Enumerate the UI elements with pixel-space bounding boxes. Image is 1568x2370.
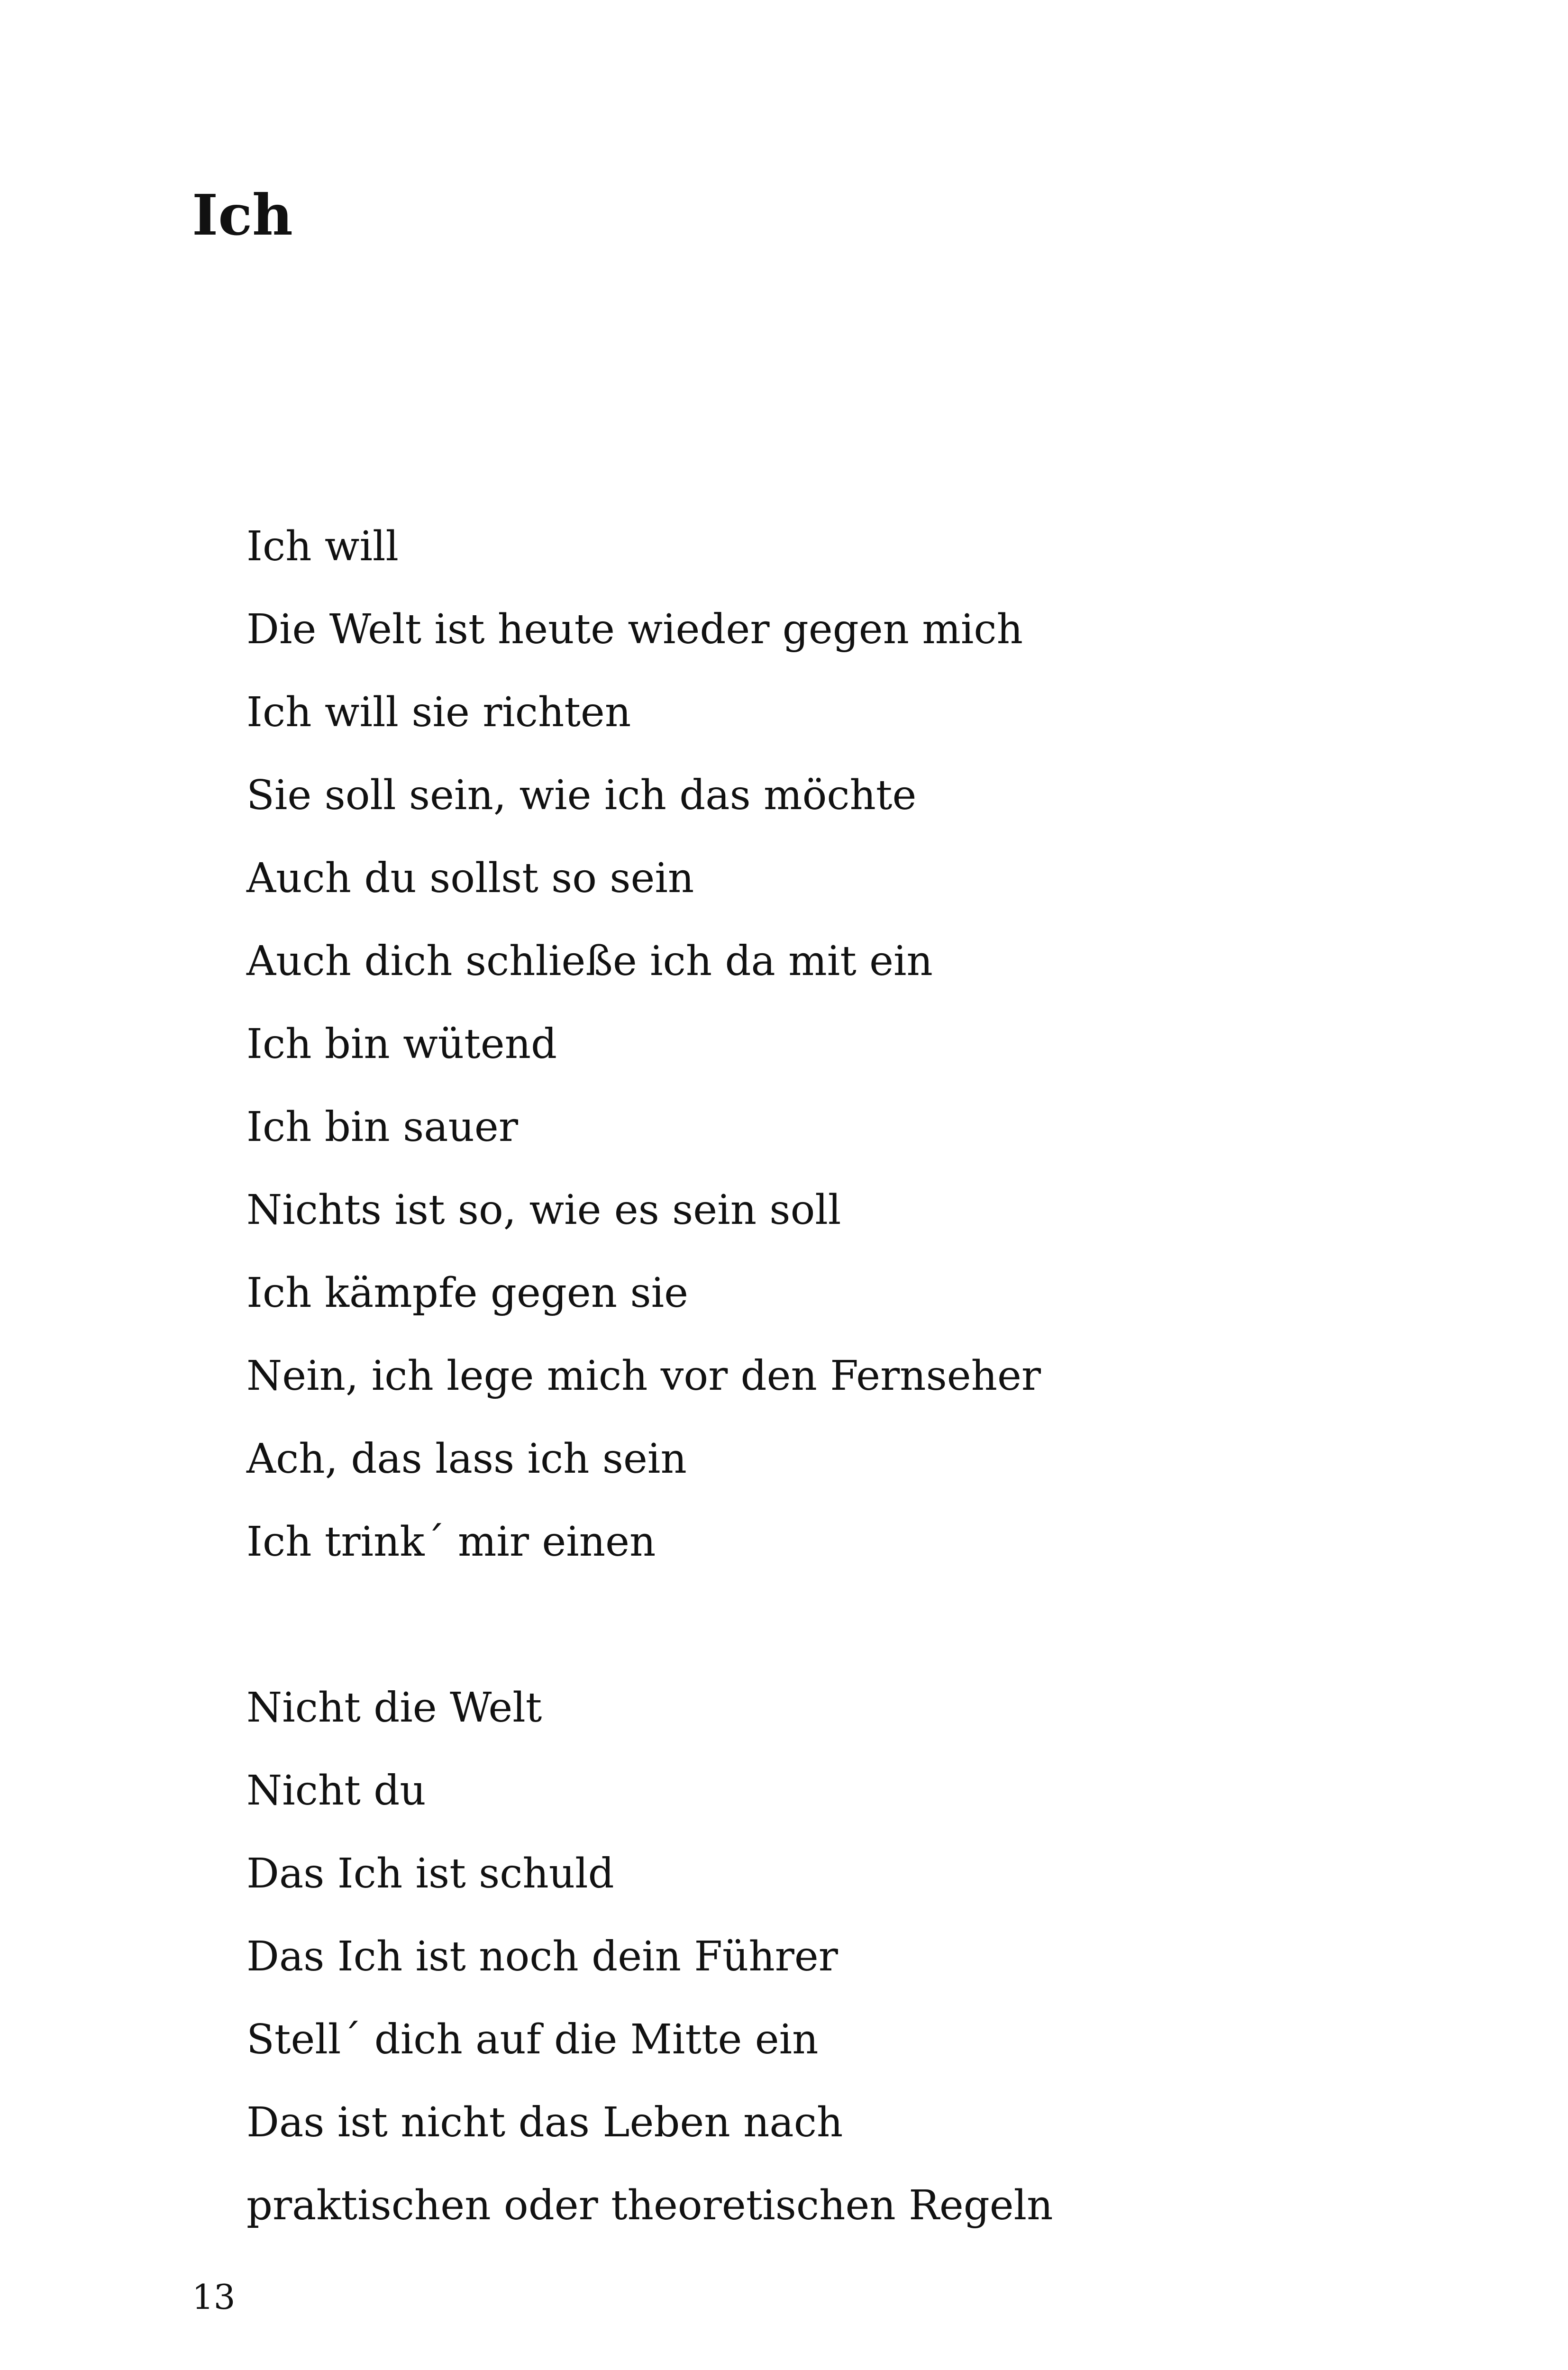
verse-line: Ich bin wütend xyxy=(246,1021,557,1068)
verse-line: Auch dich schließe ich da mit ein xyxy=(246,938,933,985)
verse-line: Sie soll sein, wie ich das möchte xyxy=(246,772,917,819)
verse-line: Nichts ist so, wie es sein soll xyxy=(246,1186,841,1234)
verse-line: Ich kämpfe gegen sie xyxy=(246,1269,689,1317)
verse-line: Das Ich ist schuld xyxy=(246,1850,614,1897)
verse-line: Ich will sie richten xyxy=(246,689,631,736)
verse-line: Die Welt ist heute wieder gegen mich xyxy=(246,606,1023,653)
verse-line: Nein, ich lege mich vor den Fernseher xyxy=(246,1352,1041,1400)
verse-line: Ach, das lass ich sein xyxy=(246,1435,687,1483)
verse-line: praktischen oder theoretischen Regeln xyxy=(246,2182,1053,2229)
poem-title: Ich xyxy=(192,182,293,248)
verse-line: Das ist nicht das Leben nach xyxy=(246,2099,843,2146)
verse-line: Ich bin sauer xyxy=(246,1103,518,1151)
verse-line: Auch du sollst so sein xyxy=(246,855,694,902)
verse-line: Ich trink´ mir einen xyxy=(246,1518,656,1566)
page-number: 13 xyxy=(192,2277,236,2317)
verse-line: Ich will xyxy=(246,523,399,570)
verse-line: Das Ich ist noch dein Führer xyxy=(246,1933,838,1980)
verse-line: Nicht die Welt xyxy=(246,1684,542,1732)
verse-line: Stell´ dich auf die Mitte ein xyxy=(246,2016,819,2063)
verse-line: Nicht du xyxy=(246,1767,426,1814)
